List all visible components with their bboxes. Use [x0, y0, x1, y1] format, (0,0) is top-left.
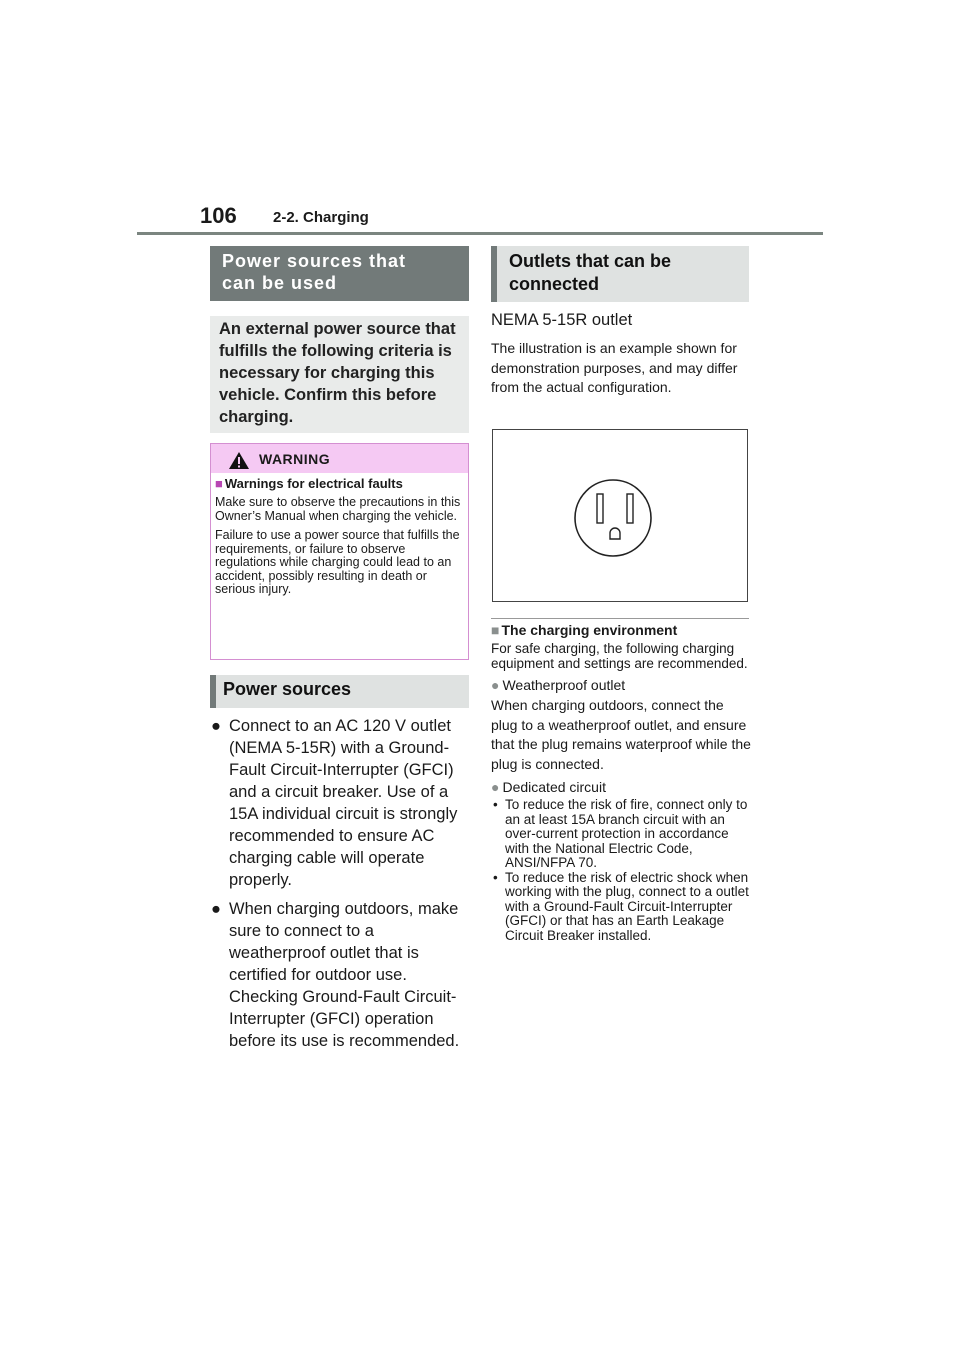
dedicated-circuit-label [491, 779, 751, 795]
dot-bullet-icon: • [493, 797, 498, 813]
intro-text: An external power source that fulfills the following criteria is necessary for charging this vehicle. Confirm this before charging. [219, 320, 456, 426]
list-item-text: Connect to an AC 120 V outlet (NEMA 5-15R) with a Ground-Fault Circuit-Interrupter (GFCI) and a circuit breaker. Use of a 15A individual circuit is strongly recommended to ensure AC charging cable will operate properly. [229, 717, 458, 889]
warning-paragraph: Failure to use a power source that fulfills the requirements, or failure to observe regulations while charging could lead to an accident, possibly resulting in death or serious injury. [215, 528, 460, 596]
list-item-text: To reduce the risk of electric shock when working with the plug, connect to a outlet with a Ground-Fault Circuit-Interrupter (GFCI) or that has an Earth Leakage Circuit Breaker installed. [505, 869, 749, 943]
circle-bullet-icon: ● [491, 779, 500, 796]
warning-header [211, 444, 468, 473]
divider [491, 618, 749, 619]
list-item-text: When charging outdoors, make sure to connect to a weatherproof outlet that is certified for outdoor use. Checking Ground-Fault Circuit-Interrupter (GFCI) operation before its use is recommended. [229, 900, 460, 1050]
outlet-illustration [492, 429, 748, 602]
outlet-caption: The illustration is an example shown for demonstration purposes, and may differ from the actual configuration. [491, 340, 738, 395]
label-text: Weatherproof outlet [502, 677, 626, 693]
section-heading-text: Outlets that can be connected [509, 251, 672, 294]
charging-environment-heading [491, 622, 751, 639]
section-heading-outlets [491, 246, 749, 302]
weatherproof-text: When charging outdoors, connect the plug to a weatherproof outlet, and ensure that the plug remains waterproof while the plug is connected. [491, 697, 751, 772]
header-rule [137, 232, 823, 235]
list-item [211, 715, 469, 891]
square-bullet-icon: ■ [215, 476, 223, 491]
charging-environment [491, 622, 751, 943]
nema-outlet-icon [493, 430, 747, 601]
bullet-icon: ● [211, 717, 221, 735]
power-sources-list [211, 715, 469, 1059]
list-item [491, 798, 751, 871]
list-item-text: To reduce the risk of fire, connect only to an at least 15A branch circuit with an over-current protection in accordance with the National Electric Code, ANSI/NFPA 70. [505, 797, 748, 871]
intro-box [210, 316, 469, 433]
heading-text: The charging environment [501, 622, 678, 638]
warning-subheading-text: Warnings for electrical faults [224, 476, 403, 491]
square-bullet-icon: ■ [491, 622, 500, 638]
bullet-icon: ● [211, 900, 221, 918]
warning-triangle-icon [228, 451, 250, 470]
section-name: 2-2. Charging [273, 209, 369, 226]
page-number: 106 [200, 203, 237, 228]
warning-paragraph: Make sure to observe the precautions in this Owner’s Manual when charging the vehicle. [215, 495, 461, 523]
circle-bullet-icon: ● [491, 677, 500, 693]
list-item [211, 898, 469, 1052]
list-item [491, 871, 751, 944]
section-heading-text: Power sources that can be used [222, 251, 407, 293]
dot-bullet-icon: • [493, 869, 498, 885]
label-text: Dedicated circuit [502, 779, 606, 796]
warning-title: WARNING [259, 451, 331, 467]
section-heading-power-sources: Power sources [210, 675, 469, 708]
outlet-name: NEMA 5-15R outlet [491, 311, 633, 329]
environment-intro: For safe charging, the following charging equipment and settings are recommended. [491, 641, 748, 671]
warning-subheading [215, 476, 465, 492]
warning-body [215, 476, 465, 603]
warning-box [210, 443, 469, 660]
section-heading-power-sources-used [210, 246, 469, 301]
weatherproof-label [491, 677, 751, 693]
